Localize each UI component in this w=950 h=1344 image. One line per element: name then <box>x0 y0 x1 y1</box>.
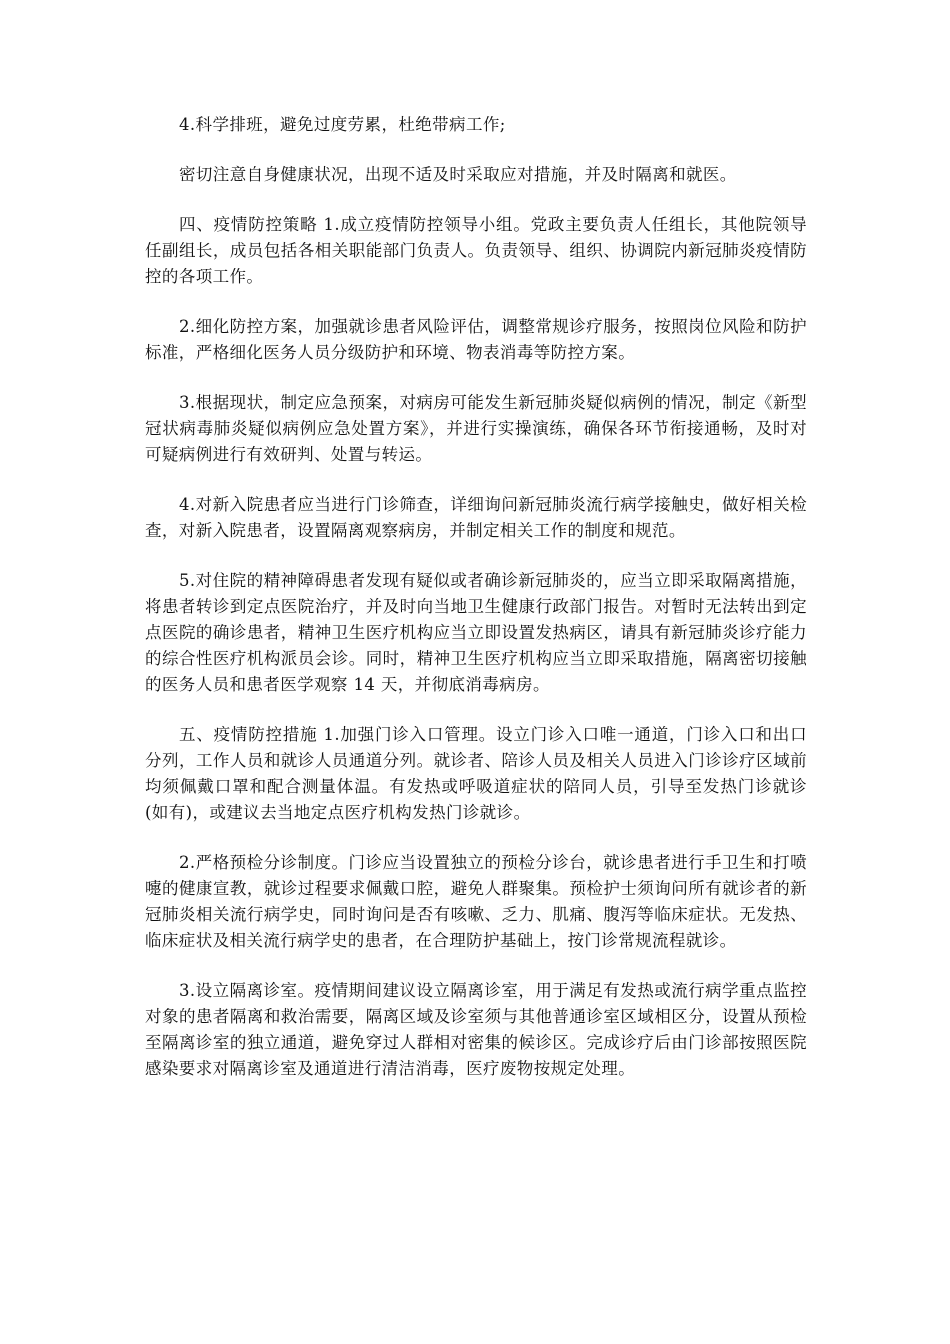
paragraph-10: 3.设立隔离诊室。疫情期间建议设立隔离诊室，用于满足有发热或流行病学重点监控对象的患者隔离和救治需要，隔离区域及诊室须与其他普通诊室区域相区分，设置从预检至隔离诊室的独立通道，避免穿过人群相对密集的候诊区。完成诊疗后由门诊部按照医院感染要求对隔离诊室及通道进行清洁消毒，医疗废物按规定处理。 <box>145 981 807 1078</box>
paragraph-8: 五、疫情防控措施 1.加强门诊入口管理。设立门诊入口唯一通道，门诊入口和出口分列，工作人员和就诊人员通道分列。就诊者、陪诊人员及相关人员进入门诊诊疗区域前均须佩戴口罩和配合测量体温。有发热或呼吸道症状的陪同人员，引导至发热门诊就诊(如有)，或建议去当地定点医疗机构发热门诊就诊。 <box>145 725 807 822</box>
paragraph-1: 4.科学排班，避免过度劳累，杜绝带病工作; <box>179 115 506 134</box>
document-body <box>145 112 807 1106</box>
paragraph-7: 5.对住院的精神障碍患者发现有疑似或者确诊新冠肺炎的，应当立即采取隔离措施，将患者转诊到定点医院治疗，并及时向当地卫生健康行政部门报告。对暂时无法转出到定点医院的确诊患者，精神卫生医疗机构应当立即设置发热病区，请具有新冠肺炎诊疗能力的综合性医疗机构派员会诊。同时，精神卫生医疗机构应当立即采取措施，隔离密切接触的医务人员和患者医学观察 14 天，并彻底消毒病房。 <box>145 571 807 694</box>
paragraph-2: 密切注意自身健康状况，出现不适及时采取应对措施，并及时隔离和就医。 <box>179 165 737 184</box>
paragraph-9: 2.严格预检分诊制度。门诊应当设置独立的预检分诊台，就诊患者进行手卫生和打喷嚏的健康宣教，就诊过程要求佩戴口腔，避免人群聚集。预检护士须询问所有就诊者的新冠肺炎相关流行病学史，同时询问是否有咳嗽、乏力、肌痛、腹泻等临床症状。无发热、临床症状及相关流行病学史的患者，在合理防护基础上，按门诊常规流程就诊。 <box>145 853 807 950</box>
paragraph-6: 4.对新入院患者应当进行门诊筛查，详细询问新冠肺炎流行病学接触史，做好相关检查，对新入院患者，设置隔离观察病房，并制定相关工作的制度和规范。 <box>145 495 807 540</box>
paragraph-4: 2.细化防控方案，加强就诊患者风险评估，调整常规诊疗服务，按照岗位风险和防护标准，严格细化医务人员分级防护和环境、物表消毒等防控方案。 <box>145 317 807 362</box>
paragraph-3: 四、疫情防控策略 1.成立疫情防控领导小组。党政主要负责人任组长，其他院领导任副组长，成员包括各相关职能部门负责人。负责领导、组织、协调院内新冠肺炎疫情防控的各项工作。 <box>145 215 807 286</box>
paragraph-5: 3.根据现状，制定应急预案，对病房可能发生新冠肺炎疑似病例的情况，制定《新型冠状病毒肺炎疑似病例应急处置方案》，并进行实操演练，确保各环节衔接通畅，及时对可疑病例进行有效研判、处置与转运。 <box>145 393 807 464</box>
